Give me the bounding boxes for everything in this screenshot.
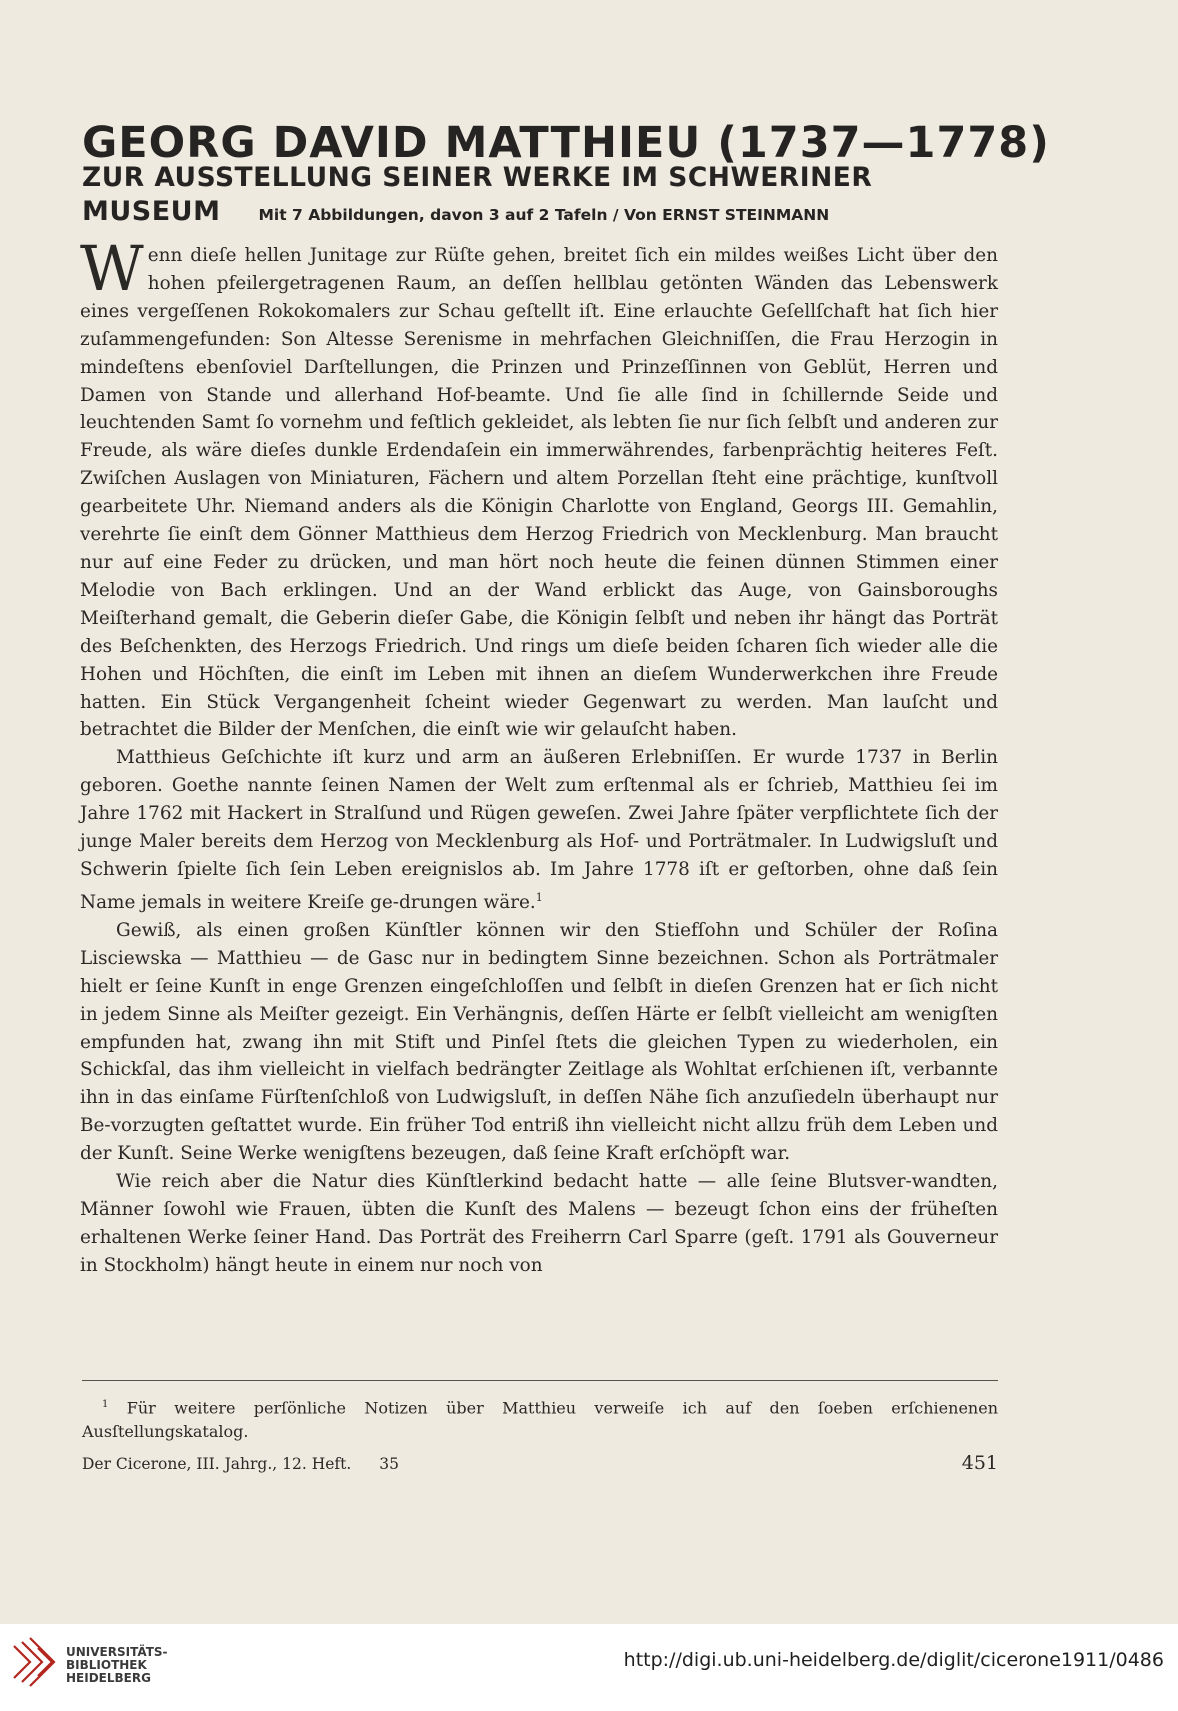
article-title: GEORG DAVID MATTHIEU (1737—1778) <box>82 118 1050 168</box>
paragraph-text: enn dieſe hellen Junitage zur Rüſte gehen, breitet ſich ein mildes weißes Licht über den hohen pfeilergetragenen Raum, an deſſen hellblau getönten Wänden das Lebenswerk eines vergeſſenen Rokokomalers zur Schau geſtellt iſt. Eine erlauchte Geſellſchaft hat ſich hier zuſammengefunden: Son Altesse Serenisme in mehrfachen Gleichniſſen, die Frau Herzogin in mindeſtens ebenſoviel Darſtellungen, die Prinzen und Prinzeſſinnen von Geblüt, Herren und Damen von Stande und allerhand Hof-beamte. Und ſie alle ſind in ſchillernde Seide und leuchtenden Samt ſo vornehm und feſtlich gekleidet, als lebten ſie nur ſich ſelbſt und anderen zur Freude, als wäre dieſes dunkle Erdendaſein ein immerwährendes, farbenprächtig heiteres Feſt. Zwiſchen Auslagen von Miniaturen, Fächern und altem Porzellan ſteht eine prächtige, kunſtvoll gearbeitete Uhr. Niemand anders als die Königin Charlotte von England, Georgs III. Gemahlin, verehrte ſie einſt dem Gönner Matthieus dem Herzog Friedrich von Mecklenburg. Man braucht nur auf eine Feder zu drücken, und man hört noch heute die feinen dünnen Stimmen einer Melodie von Bach erklingen. Und an der Wand erblickt das Auge, von Gainsboroughs Meiſterhand gemalt, die Geberin dieſer Gabe, die Königin ſelbſt und neben ihr hängt das Porträt des Beſchenkten, des Herzogs Friedrich. Und rings um dieſe beiden ſcharen ſich wieder alle die Hohen und Höchſten, die einſt im Leben mit ihnen an dieſem Wunderwerkchen ihre Freude hatten. Ein Stück Vergangenheit ſcheint wieder Gegenwart zu werden. Man lauſcht und betrachtet die Bilder der Menſchen, die einſt wie wir gelauſcht haben. <box>80 245 998 741</box>
library-name-line: HEIDELBERG <box>66 1671 151 1685</box>
subtitle-museum: MUSEUM <box>82 196 221 227</box>
library-name-line: BIBLIOTHEK <box>66 1658 147 1672</box>
article-body <box>80 232 998 1280</box>
page-number: 451 <box>961 1452 998 1474</box>
footnote <box>82 1393 998 1444</box>
page-footer <box>82 1452 998 1474</box>
university-library-logo-icon <box>8 1636 60 1694</box>
paragraph-text: Gewiß, als einen großen Künſtler können wir den Stiefſohn und Schüler der Roſina Lisciewska — Matthieu — de Gasc nur in bedingtem Sinne bezeichnen. Schon als Porträtmaler hielt er ſeine Kunſt in enge Grenzen eingeſchloſſen und ſelbſt in dieſen Grenzen hat er ſich nicht in jedem Sinne als Meiſter gezeigt. Ein Verhängnis, deſſen Härte er ſelbſt vielleicht am wenigſten empfunden hat, zwang ihn mit Stift und Pinſel ſtets die gleichen Typen zu wiederholen, ein Schickſal, das ihm vielleicht in vielfach bedrängter Zeitlage als Wohltat erſchienen iſt, verbannte ihn in das einſame Fürſtenſchloß von Ludwigsluſt, in deſſen Nähe ſich anzuſiedeln überhaupt nur Be-vorzugten geſtattet wurde. Ein früher Tod entriß ihn vielleicht nicht allzu früh dem Leben und der Kunſt. Seine Werke wenigſtens bezeugen, daß ſeine Kraft erſchöpft war. <box>80 919 998 1165</box>
footnote-marker: 1 <box>102 1399 109 1410</box>
article-subtitle: ZUR AUSSTELLUNG SEINER WERKE IM SCHWERINER <box>82 162 873 193</box>
library-name <box>66 1646 168 1685</box>
signature-mark: 35 <box>379 1455 400 1473</box>
paragraph <box>80 1168 998 1280</box>
source-url-link[interactable]: http://digi.ub.uni-heidelberg.de/diglit/cicerone1911/0486 <box>623 1649 1164 1671</box>
paragraph <box>80 744 998 917</box>
paragraph-text: Wie reich aber die Natur dies Künſtlerkind bedacht hatte — alle ſeine Blutsver-wandten, Männer ſowohl wie Frauen, übten die Kunſt des Malens — bezeugt ſchon eins der früheſten erhaltenen Werke ſeiner Hand. Das Porträt des Freiherrn Carl Sparre (geſt. 1791 als Gouverneur in Stockholm) hängt heute in einem nur noch von <box>80 1171 998 1276</box>
footnote-reference: 1 <box>535 890 543 904</box>
footnote-divider <box>82 1380 998 1381</box>
journal-info: Der Cicerone, III. Jahrg., 12. Heft. <box>82 1455 352 1473</box>
paragraph <box>80 917 998 1168</box>
library-name-line: UNIVERSITÄTS- <box>66 1645 168 1659</box>
footnote-text: Für weitere perſönliche Notizen über Matthieu verweiſe ich auf den ſoeben erſchienenen Ausſtellungskatalog. <box>82 1398 998 1442</box>
drop-cap: W <box>80 232 144 305</box>
byline: Mit 7 Abbildungen, davon 3 auf 2 Tafeln / Von ERNST STEINMANN <box>258 206 830 224</box>
paragraph-text: Matthieus Geſchichte iſt kurz und arm an äußeren Erlebniſſen. Er wurde 1737 in Berlin geboren. Goethe nannte ſeinen Namen der Welt zum erſtenmal als er ſchrieb, Matthieu ſei im Jahre 1762 mit Hackert in Stralſund und Rügen geweſen. Zwei Jahre ſpäter verpflichtete ſich der junge Maler bereits dem Herzog von Mecklenburg als Hof- und Porträtmaler. In Ludwigsluſt und Schwerin ſpielte ſich ſein Leben ereignislos ab. Im Jahre 1778 iſt er geſtorben, ohne daß ſein Name jemals in weitere Kreiſe ge-drungen wäre. <box>80 747 998 913</box>
article-subtitle-line3 <box>82 196 1002 227</box>
paragraph <box>80 232 998 744</box>
